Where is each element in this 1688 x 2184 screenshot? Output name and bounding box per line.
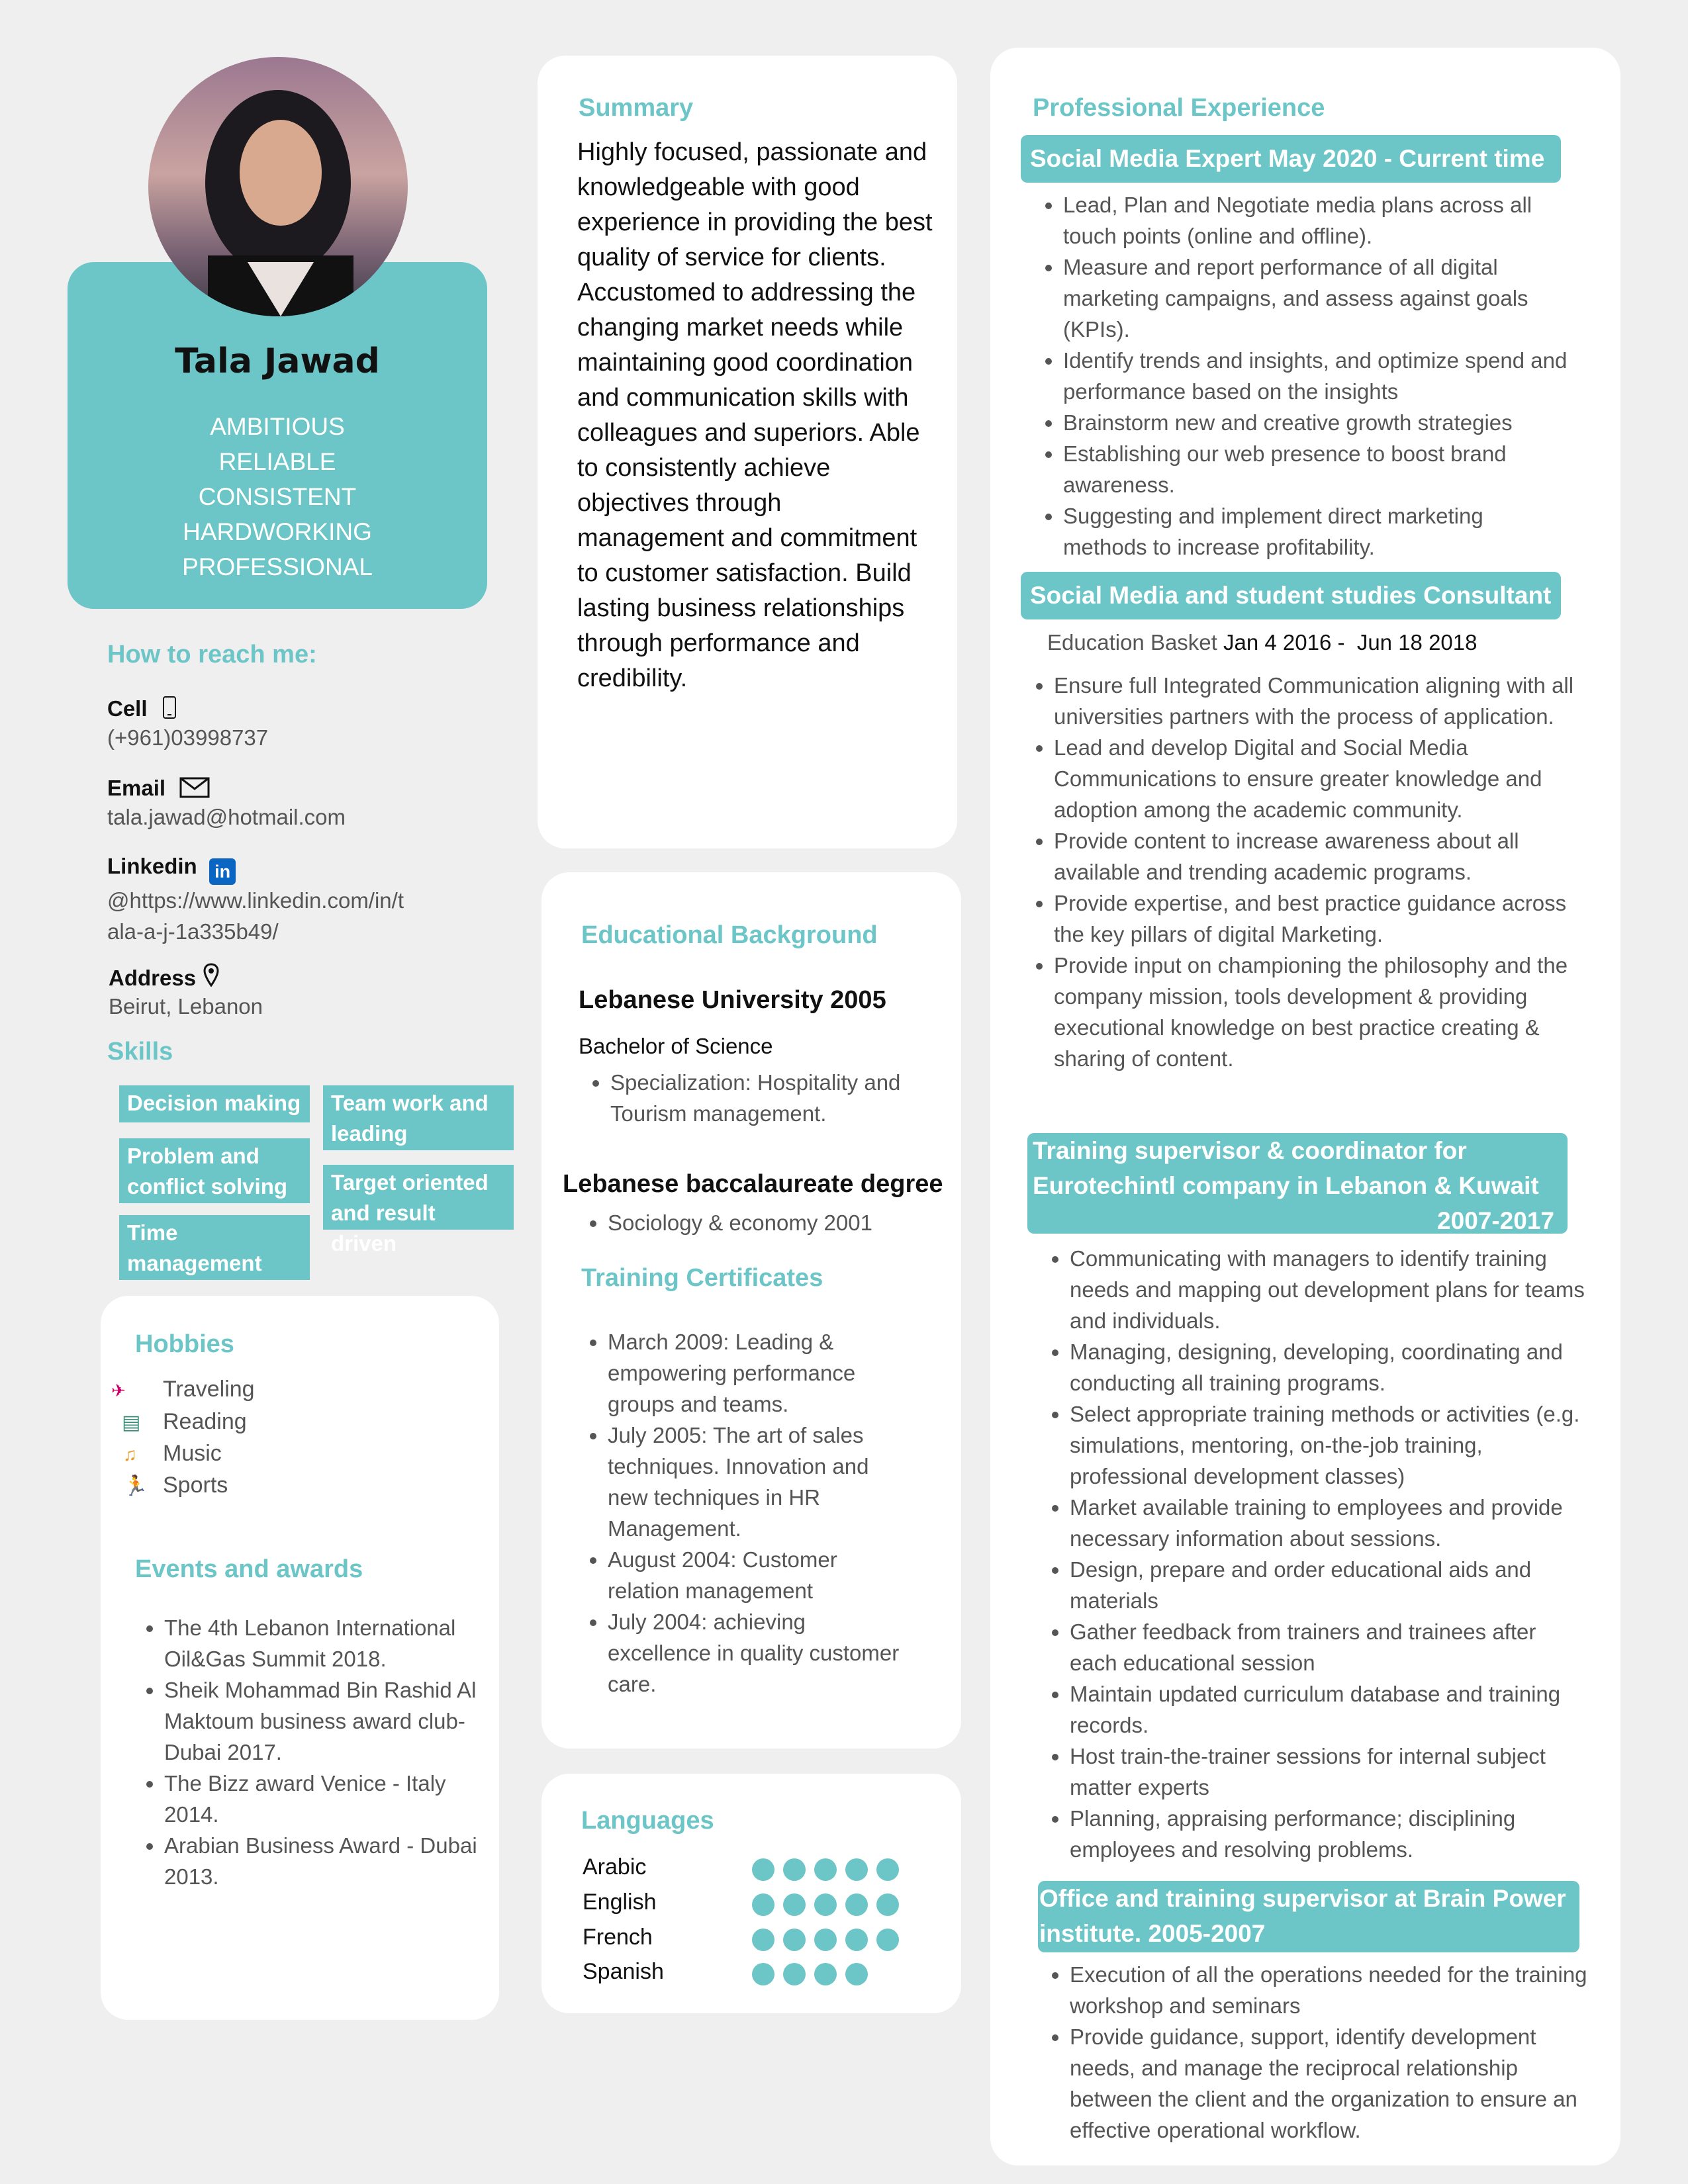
skill-tag: Team work and leading <box>323 1085 514 1150</box>
job-title-line: 2007-2017 <box>1437 1207 1554 1234</box>
education-heading: Educational Background <box>581 921 878 949</box>
job-company: Education Basket <box>1047 630 1217 655</box>
proficiency-dot <box>876 1929 899 1951</box>
envelope-icon <box>179 777 210 801</box>
traits-list <box>68 409 487 584</box>
proficiency-dot <box>783 1929 806 1951</box>
job-point: • Provide expertise, and best practice guidance across the key pillars of digital Marketing. <box>1054 887 1575 950</box>
certificate-item: • August 2004: Customer relation management <box>608 1544 914 1606</box>
certificates-list-wrap <box>576 1326 914 1700</box>
trait: RELIABLE <box>218 448 336 475</box>
job-company-line <box>1047 630 1477 655</box>
proficiency-dot <box>845 1893 868 1916</box>
proficiency-dot <box>845 1858 868 1881</box>
proficiency-dot <box>814 1963 837 1985</box>
job-dates: Jan 4 2016 - Jun 18 2018 <box>1223 630 1477 655</box>
language-name: Arabic <box>583 1854 647 1880</box>
proficiency-dot <box>845 1963 868 1985</box>
proficiency-dot <box>752 1929 774 1951</box>
cell-value[interactable]: (+961)03998737 <box>107 725 269 750</box>
events-heading: Events and awards <box>135 1555 363 1583</box>
university-title: Lebanese University 2005 <box>579 986 886 1014</box>
proficiency-dot <box>876 1858 899 1881</box>
job-point: • Ensure full Integrated Communication aligning with all universities partners with the process of application. <box>1054 670 1575 732</box>
skill-tag: Target oriented and result driven <box>323 1165 514 1230</box>
cell-label: Cell <box>107 696 148 721</box>
trait: PROFESSIONAL <box>182 553 373 580</box>
hobby-item <box>111 1374 255 1406</box>
job-title-line: Eurotechintl company in Lebanon & Kuwait <box>1033 1172 1539 1199</box>
proficiency-dot <box>783 1963 806 1985</box>
address-label: Address <box>109 966 197 990</box>
event-item: • Sheik Mohammad Bin Rashid Al Maktoum business award club- Dubai 2017. <box>164 1674 486 1768</box>
proficiency-dot <box>752 1858 774 1881</box>
job-points-wrap <box>1038 1959 1587 2146</box>
job-point: • Measure and report performance of all digital marketing campaigns, and assess against goals (KPIs). <box>1063 251 1571 345</box>
hobby-item <box>111 1438 255 1470</box>
proficiency-dot <box>752 1893 774 1916</box>
music-notes-icon: ♫ <box>123 1444 137 1465</box>
proficiency-dot <box>814 1858 837 1881</box>
proficiency-dot <box>783 1893 806 1916</box>
trait: CONSISTENT <box>198 483 357 510</box>
runner-icon: 🏃 <box>123 1475 148 1497</box>
job-title-band: Social Media and student studies Consultant <box>1021 572 1561 619</box>
hobby-label: Reading <box>163 1409 247 1434</box>
education-point: • Specialization: Hospitality and Tourism management. <box>610 1067 923 1129</box>
cell-block <box>107 696 268 753</box>
language-row <box>583 1854 914 1885</box>
university-points <box>579 1067 923 1129</box>
job-points <box>1023 670 1575 1074</box>
job-title-band <box>1027 1133 1568 1234</box>
job-point: • Managing, designing, developing, coordinating and conducting all training programs. <box>1070 1336 1587 1398</box>
job-point: • Execution of all the operations needed for the training workshop and seminars <box>1070 1959 1587 2021</box>
languages-heading: Languages <box>581 1807 714 1835</box>
skill-tag: Problem and conflict solving <box>119 1138 310 1203</box>
certificate-item: • March 2009: Leading & empowering performance groups and teams. <box>608 1326 914 1420</box>
language-row <box>583 1959 914 1989</box>
email-value[interactable]: tala.jawad@hotmail.com <box>107 805 346 829</box>
experience-heading: Professional Experience <box>1033 94 1325 122</box>
hobbies-list <box>111 1374 255 1502</box>
job-title-line: institute. 2005-2007 <box>1039 1920 1266 1947</box>
linkedin-label: Linkedin <box>107 854 197 878</box>
proficiency-dot <box>876 1893 899 1916</box>
job-point: • Select appropriate training methods or activities (e.g. simulations, mentoring, on-the-job training, professional development classes) <box>1070 1398 1587 1492</box>
skills-heading: Skills <box>107 1038 173 1066</box>
address-block <box>109 963 263 1022</box>
certificate-item: • July 2005: The art of sales techniques. Innovation and new techniques in HR Management. <box>608 1420 914 1544</box>
books-icon: ▤ <box>122 1412 141 1433</box>
events-list-wrap <box>135 1612 486 1892</box>
baccalaureate-title: Lebanese baccalaureate degree <box>563 1170 943 1198</box>
linkedin-value[interactable] <box>107 885 404 947</box>
job-title-line: Office and training supervisor at Brain Power <box>1039 1885 1566 1912</box>
hobby-item <box>111 1470 255 1502</box>
language-name: French <box>583 1925 653 1950</box>
job-point: • Identify trends and insights, and optimize spend and performance based on the insights <box>1063 345 1571 407</box>
job-point: • Provide guidance, support, identify development needs, and manage the reciprocal relationship between the client and the organization to ensure an effective operational workflow. <box>1070 2021 1587 2146</box>
linkedin-block <box>107 854 404 947</box>
map-pin-icon <box>203 963 219 990</box>
language-name: Spanish <box>583 1959 664 1984</box>
job-point: • Communicating with managers to identify training needs and mapping out development plans for teams and individuals. <box>1070 1243 1587 1336</box>
hobby-label: Traveling <box>163 1377 255 1402</box>
summary-heading: Summary <box>579 94 694 122</box>
email-block <box>107 776 346 833</box>
job-point: • Maintain updated curriculum database and training records. <box>1070 1678 1587 1741</box>
event-item: • The 4th Lebanon International Oil&Gas Summit 2018. <box>164 1612 486 1674</box>
baccalaureate-points-wrap <box>576 1207 933 1238</box>
job-title-band: Social Media Expert May 2020 - Current time <box>1021 135 1561 183</box>
job-point: • Lead, Plan and Negotiate media plans across all touch points (online and offline). <box>1063 189 1571 251</box>
linkedin-url-line: ala-a-j-1a335b49/ <box>107 919 279 944</box>
proficiency-dot <box>814 1929 837 1951</box>
job-title-line: Training supervisor & coordinator for <box>1033 1137 1467 1164</box>
education-point: • Sociology & economy 2001 <box>608 1207 933 1238</box>
summary-text: Highly focused, passionate and knowledgeable with good experience in providing the best quality of service for clients. Accustomed to addressing the changing market needs while maintaining good coordination and communication skills with colleagues and superiors. Able to consistently achieve objectives through management and commitment to customer satisfaction. Build lasting business relationships through performance and credibility. <box>577 138 933 692</box>
job-point: • Suggesting and implement direct marketing methods to increase profitability. <box>1063 500 1571 563</box>
events-list <box>135 1612 486 1892</box>
proficiency-dot <box>814 1893 837 1916</box>
skill-tag: Decision making <box>119 1085 310 1122</box>
skill-tag: Time management <box>119 1215 310 1280</box>
job-points-wrap <box>1031 189 1571 563</box>
job-point: • Gather feedback from trainers and trainees after each educational session <box>1070 1616 1587 1678</box>
proficiency-dot <box>783 1858 806 1881</box>
profile-photo <box>148 57 408 316</box>
job-point: • Provide content to increase awareness about all available and trending academic programs. <box>1054 825 1575 887</box>
university-degree: Bachelor of Science <box>579 1034 773 1058</box>
job-point: • Planning, appraising performance; disciplining employees and resolving problems. <box>1070 1803 1587 1865</box>
job-points-wrap <box>1023 670 1575 1074</box>
job-points <box>1031 189 1571 563</box>
hobby-item <box>111 1406 255 1438</box>
hobby-label: Music <box>163 1441 222 1466</box>
job-point: • Lead and develop Digital and Social Media Communications to ensure greater knowledge and adoption among the academic community. <box>1054 732 1575 825</box>
certificates-list <box>576 1326 914 1700</box>
language-name: English <box>583 1889 657 1915</box>
job-point: • Establishing our web presence to boost brand awareness. <box>1063 438 1571 500</box>
trait: AMBITIOUS <box>210 413 345 440</box>
full-name: Tala Jawad <box>175 341 380 381</box>
baccalaureate-points <box>576 1207 933 1238</box>
job-title-band <box>1038 1881 1579 1952</box>
job-point: • Market available training to employees and provide necessary information about sessions. <box>1070 1492 1587 1554</box>
university-points-wrap <box>579 1067 923 1129</box>
event-item: • The Bizz award Venice - Italy 2014. <box>164 1768 486 1830</box>
hobby-label: Sports <box>163 1473 228 1498</box>
proficiency-dot <box>845 1929 868 1951</box>
address-value: Beirut, Lebanon <box>109 994 263 1019</box>
job-point: • Brainstorm new and creative growth strategies <box>1063 407 1571 438</box>
hobbies-heading: Hobbies <box>135 1330 234 1358</box>
email-label: Email <box>107 776 166 800</box>
trait: HARDWORKING <box>183 518 372 545</box>
job-point: • Design, prepare and order educational aids and materials <box>1070 1554 1587 1616</box>
linkedin-icon[interactable]: in <box>209 858 236 885</box>
certificate-item: • July 2004: achieving excellence in quality customer care. <box>608 1606 914 1700</box>
airplane-icon: ✈ <box>111 1381 126 1400</box>
contact-heading: How to reach me: <box>107 641 317 668</box>
job-points <box>1038 1959 1587 2146</box>
event-item: • Arabian Business Award - Dubai 2013. <box>164 1830 486 1892</box>
job-point: • Provide input on championing the philosophy and the company mission, tools development & providing executional knowledge on best practice creating & sharing of content. <box>1054 950 1575 1074</box>
job-point: • Host train-the-trainer sessions for internal subject matter experts <box>1070 1741 1587 1803</box>
language-row <box>583 1925 914 1955</box>
linkedin-url-line: @https://www.linkedin.com/in/t <box>107 888 404 913</box>
language-row <box>583 1889 914 1920</box>
certificates-heading: Training Certificates <box>581 1264 823 1292</box>
proficiency-dot <box>752 1963 774 1985</box>
job-points-wrap <box>1038 1243 1587 1865</box>
phone-icon <box>162 696 177 722</box>
job-points <box>1038 1243 1587 1865</box>
